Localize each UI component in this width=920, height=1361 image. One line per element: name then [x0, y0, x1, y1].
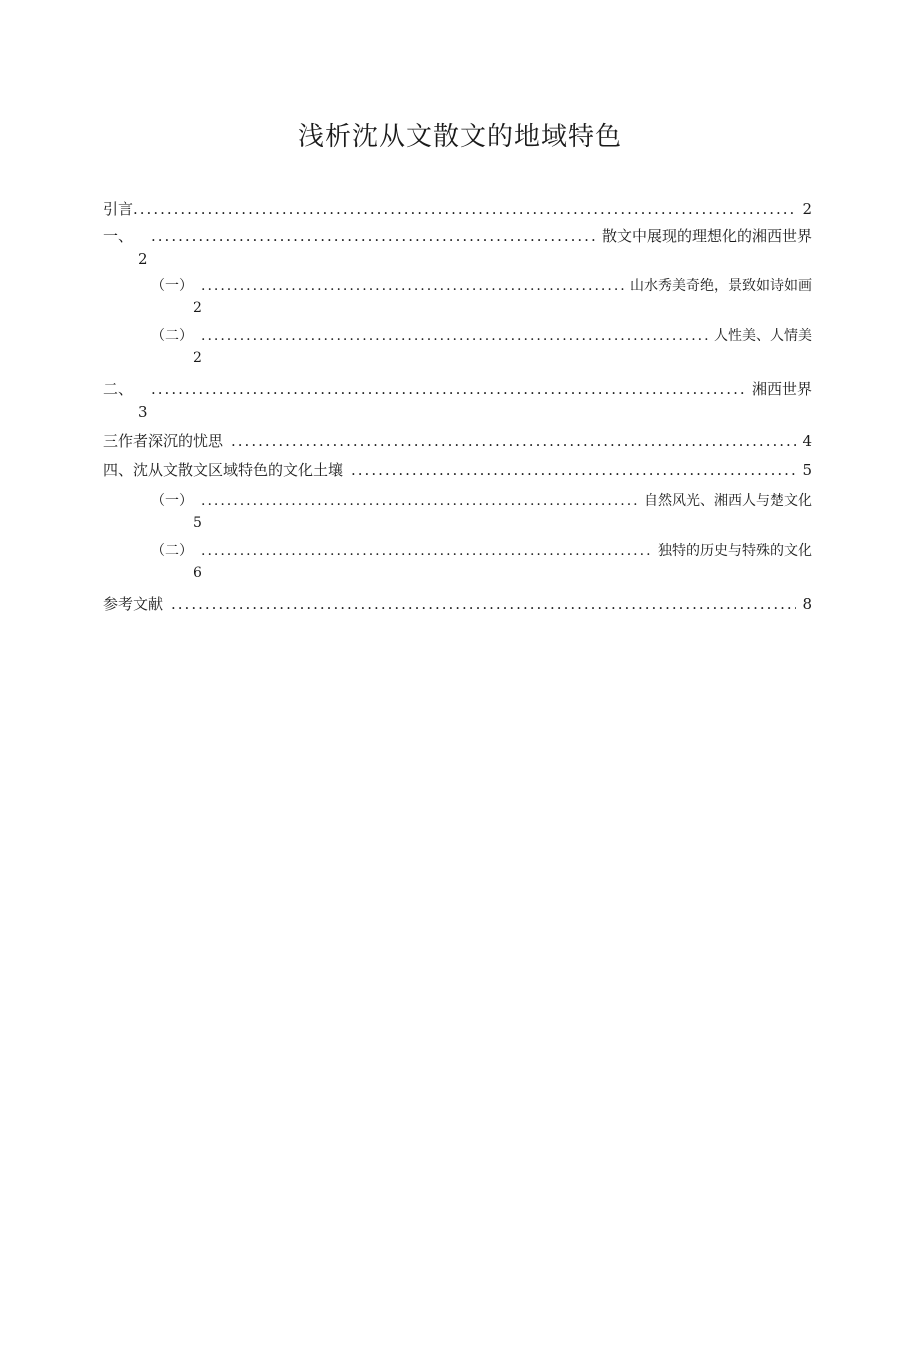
- toc-entry-text: 山水秀美奇绝，景致如诗如画: [630, 278, 812, 294]
- toc-entry-page: 8: [802, 595, 812, 613]
- toc-leader: [351, 461, 796, 479]
- toc-entry-label: 二、: [103, 380, 134, 398]
- toc-entry-section-4-1[interactable]: [151, 490, 812, 510]
- toc-entry-section-1[interactable]: [103, 225, 812, 246]
- toc-entry-label: （一）: [151, 278, 193, 294]
- toc-entry-page: 2: [802, 200, 812, 218]
- toc-entry-label: （二）: [151, 328, 193, 344]
- toc-leader: [201, 543, 652, 559]
- toc-leader: [201, 328, 708, 344]
- toc-leader: [231, 432, 796, 450]
- toc-entry-section-4[interactable]: [103, 459, 812, 480]
- toc-entry-section-4-2[interactable]: [151, 540, 812, 560]
- toc-entry-page: 6: [193, 565, 202, 581]
- toc-leader: [201, 493, 638, 509]
- toc-leader: [151, 227, 596, 245]
- toc-leader: [201, 278, 624, 294]
- toc-entry-page: 3: [138, 403, 148, 421]
- toc-entry-page: 2: [193, 350, 202, 366]
- toc-leader: [133, 200, 796, 218]
- toc-entry-page: 2: [193, 300, 202, 316]
- toc-entry-label: 四、沈从文散文区域特色的文化土壤: [103, 461, 344, 479]
- toc-leader: [171, 595, 796, 613]
- toc-entry-page: 5: [193, 515, 202, 531]
- toc-entry-references[interactable]: [103, 593, 812, 614]
- toc-entry-label: 参考文献: [103, 595, 164, 613]
- toc-entry-label: （一）: [151, 493, 193, 509]
- toc-entry-text: 湘西世界: [751, 380, 812, 398]
- toc-leader: [151, 380, 746, 398]
- toc-entry-section-1-1[interactable]: [151, 275, 812, 295]
- toc-entry-label: 三作者深沉的忧思: [103, 432, 224, 450]
- document-title: 浅析沈从文散文的地域特色: [297, 122, 622, 152]
- toc-entry-text: 自然风光、湘西人与楚文化: [644, 493, 812, 509]
- toc-entry-text: 散文中展现的理想化的湘西世界: [601, 227, 812, 245]
- toc-entry-label: 引言: [103, 200, 134, 218]
- toc-entry-section-3[interactable]: [103, 430, 812, 451]
- toc-entry-page: 4: [802, 432, 812, 450]
- toc-entry-text: 人性美、人情美: [714, 328, 812, 344]
- toc-entry-intro[interactable]: [103, 198, 812, 219]
- toc-entry-label: 一、: [103, 227, 134, 245]
- toc-entry-page: 5: [802, 461, 812, 479]
- toc-entry-page: 2: [138, 250, 148, 268]
- toc-entry-section-2[interactable]: [103, 378, 812, 399]
- toc-entry-label: （二）: [151, 543, 193, 559]
- toc-entry-section-1-2[interactable]: [151, 325, 812, 345]
- toc-entry-text: 独特的历史与特殊的文化: [658, 543, 812, 559]
